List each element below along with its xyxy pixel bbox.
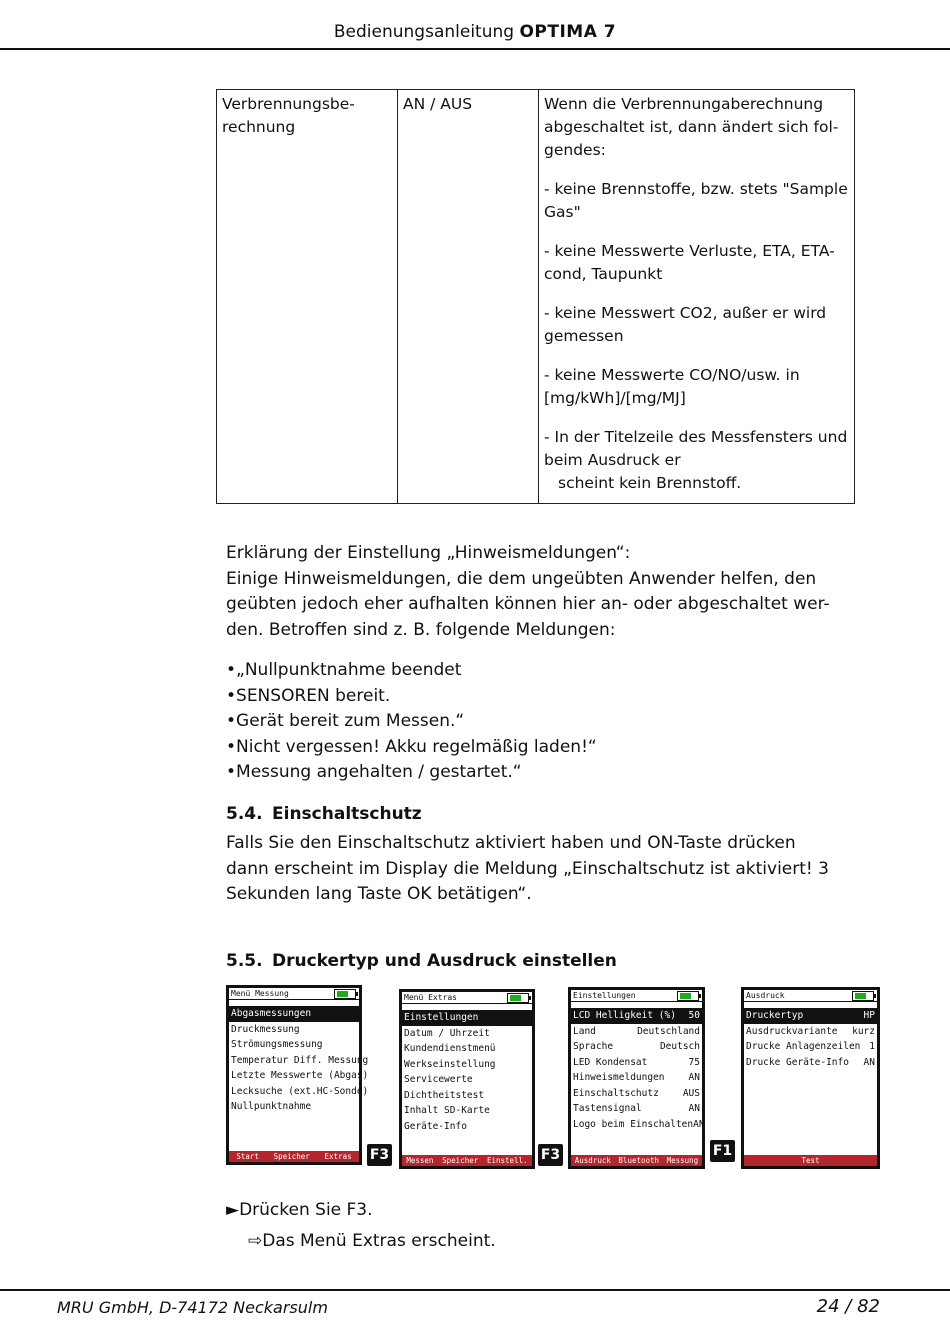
menu-item: Abgasmessungen bbox=[229, 1006, 359, 1022]
f1-key-icon: F1 bbox=[710, 1140, 735, 1162]
footer-rule bbox=[0, 1289, 950, 1291]
setting-row: Logo beim Einschalten AN bbox=[573, 1118, 705, 1130]
function-key-bar: Test bbox=[744, 1155, 877, 1166]
function-key-bar: Start Speicher Extras bbox=[229, 1151, 359, 1162]
f3-key-icon: F3 bbox=[367, 1144, 392, 1166]
battery-icon bbox=[852, 991, 874, 1001]
battery-icon bbox=[507, 993, 529, 1003]
menu-item: Lecksuche (ext.HC-Sonde) bbox=[231, 1085, 369, 1097]
hinweis-section bbox=[226, 541, 836, 643]
setting-row: Einschaltschutz AUS bbox=[573, 1087, 700, 1099]
desc-line: - keine Brennstoffe, bzw. stets "Sample Gas" bbox=[544, 180, 848, 221]
setting-row: Drucke Anlagenzeilen 1 bbox=[746, 1041, 875, 1052]
section-5-4-text: Falls Sie den Einschaltschutz aktiviert haben und ON-Taste drücken dann erscheint im Display die Meldung „Einschaltschutz ist aktiviert! 3 Sekunden lang Taste OK betätigen“. bbox=[226, 833, 829, 904]
setting-row: Tastensignal AN bbox=[573, 1103, 700, 1114]
setting-row: Druckertyp HP bbox=[744, 1008, 877, 1024]
device-screen-menu-extras bbox=[399, 989, 535, 1169]
settings-table bbox=[216, 89, 855, 504]
desc-line: Wenn die Verbrennungaberechnung abgeschaltet ist, dann ändert sich fol-gendes: bbox=[544, 95, 839, 159]
menu-item: Servicewerte bbox=[404, 1074, 473, 1085]
desc-line: - keine Messwerte CO/NO/usw. in [mg/kWh]/[mg/MJ] bbox=[544, 366, 800, 407]
menu-item: Inhalt SD-Karte bbox=[404, 1105, 490, 1116]
screen-title: Menü Extras bbox=[404, 993, 457, 1002]
menu-item: Kundendienstmenü bbox=[404, 1043, 496, 1054]
hinweis-title: Erklärung der Einstellung „Hinweismeldungen“: bbox=[226, 543, 631, 563]
setting-row: Sprache Deutsch bbox=[573, 1041, 700, 1052]
list-item: •Messung angehalten / gestartet.“ bbox=[226, 762, 522, 782]
hinweis-bullets bbox=[226, 658, 836, 786]
setting-row: Land Deutschland bbox=[573, 1025, 700, 1037]
instruction-result: ⇨Das Menü Extras erscheint. bbox=[248, 1231, 496, 1251]
screen-title: Menü Messung bbox=[231, 989, 289, 998]
list-item: •Nicht vergessen! Akku regelmäßig laden!“ bbox=[226, 736, 597, 757]
screen-title: Einstellungen bbox=[573, 991, 636, 1000]
table-row bbox=[217, 90, 855, 504]
menu-item: Strömungsmessung bbox=[231, 1039, 323, 1050]
instruction-step: ►Drücken Sie F3. bbox=[226, 1200, 373, 1220]
function-key-bar: Messen Speicher Einstell. bbox=[402, 1155, 532, 1166]
menu-item: Werkseinstellung bbox=[404, 1058, 496, 1070]
menu-item: Temperatur Diff. Messung bbox=[231, 1054, 369, 1066]
footer-company: MRU GmbH, D-74172 Neckarsulm bbox=[57, 1298, 328, 1317]
header-prefix: Bedienungsanleitung bbox=[333, 22, 515, 42]
menu-item: Letzte Messwerte (Abgas) bbox=[231, 1070, 369, 1081]
device-screens bbox=[226, 985, 886, 1170]
menu-item: Nullpunktnahme bbox=[231, 1101, 312, 1112]
hinweis-text: Einige Hinweismeldungen, die dem ungeübten Anwender helfen, den geübten jedoch eher aufhalten können hier an- oder abgeschaltet wer-den. Betroffen sind z. B. folgende Meldungen: bbox=[226, 568, 830, 640]
battery-icon bbox=[334, 989, 356, 999]
menu-item: Einstellungen bbox=[402, 1010, 532, 1026]
list-item: •„Nullpunktnahme beendet bbox=[226, 660, 462, 680]
device-screen-einstellungen bbox=[568, 987, 705, 1169]
desc-line: - keine Messwerte Verluste, ETA, ETA-cond, Taupunkt bbox=[544, 242, 835, 283]
page-header bbox=[0, 22, 950, 42]
setting-row: Hinweismeldungen AN bbox=[573, 1072, 700, 1083]
menu-item: Dichtheitstest bbox=[404, 1089, 485, 1101]
setting-row: Ausdruckvariante kurz bbox=[746, 1025, 875, 1037]
screen-title: Ausdruck bbox=[746, 991, 785, 1000]
menu-item: Geräte-Info bbox=[404, 1120, 467, 1132]
setting-row: LED Kondensat 75 bbox=[573, 1056, 700, 1068]
f3-key-icon: F3 bbox=[538, 1144, 563, 1166]
header-rule bbox=[0, 48, 950, 50]
section-heading-5-4: 5.4. Einschaltschutz bbox=[226, 804, 422, 824]
menu-item: Druckmessung bbox=[231, 1023, 300, 1035]
setting-name: Verbrennungsbe- rechnung bbox=[217, 90, 398, 504]
list-item: •Gerät bereit zum Messen.“ bbox=[226, 711, 465, 731]
setting-row: Drucke Geräte-Info AN bbox=[746, 1056, 875, 1068]
setting-description bbox=[539, 90, 855, 504]
desc-continuation: scheint kein Brennstoff. bbox=[558, 474, 742, 492]
setting-row: LCD Helligkeit (%) 50 bbox=[571, 1008, 702, 1024]
setting-values: AN / AUS bbox=[398, 90, 539, 504]
list-item: •SENSOREN bereit. bbox=[226, 685, 391, 706]
device-screen-ausdruck bbox=[741, 987, 880, 1169]
desc-line: - keine Messwert CO2, außer er wird gemessen bbox=[544, 304, 827, 345]
menu-item: Datum / Uhrzeit bbox=[404, 1027, 490, 1039]
device-screen-menu-messung bbox=[226, 985, 369, 1165]
desc-line: - In der Titelzeile des Messfensters und beim Ausdruck er scheint kein Brennstoff. bbox=[544, 428, 848, 492]
header-product: OPTIMA 7 bbox=[519, 22, 617, 42]
battery-icon bbox=[677, 991, 699, 1001]
function-key-bar: Ausdruck Bluetooth Messung bbox=[571, 1155, 702, 1166]
section-heading-5-5: 5.5. Druckertyp und Ausdruck einstellen bbox=[226, 951, 617, 971]
page-number: 24 / 82 bbox=[816, 1296, 880, 1317]
